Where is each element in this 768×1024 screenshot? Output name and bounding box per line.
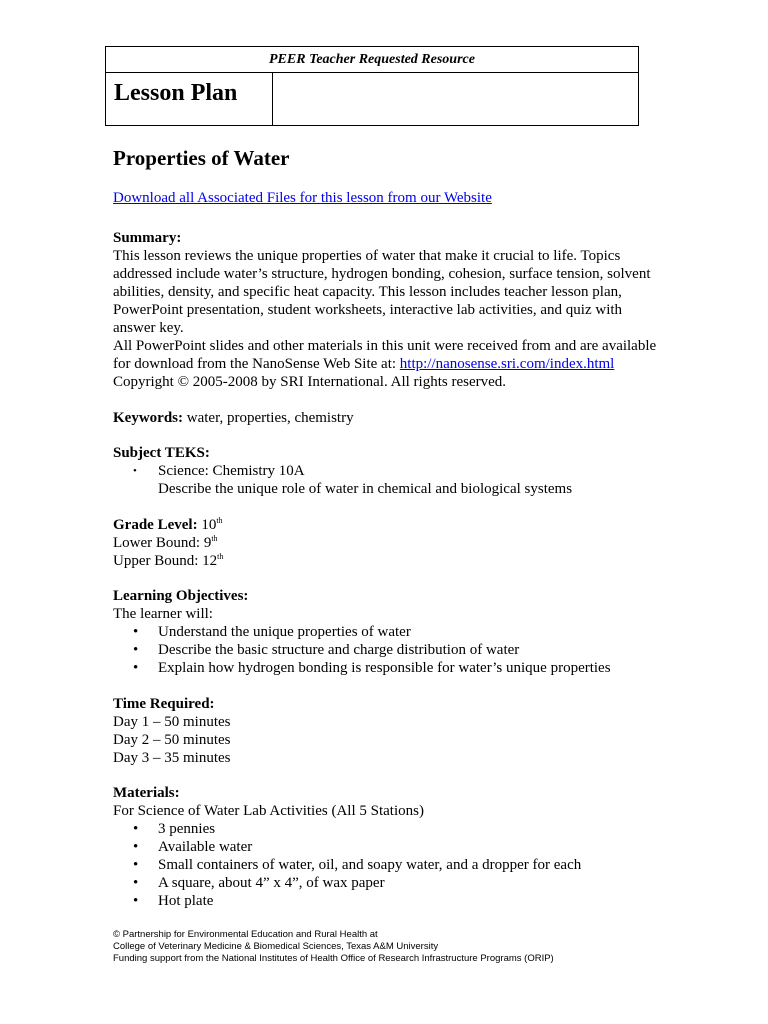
header-left-cell [106,73,273,126]
teks-label: Subject TEKS: [113,445,210,461]
upper-sup: th [217,551,224,561]
keywords-label: Keywords: [113,409,183,426]
copyright-text: Copyright © 2005-2008 by SRI International. All rights reserved. [113,374,507,390]
page-title: Properties of Water [113,146,290,170]
grade-sup: th [216,515,223,525]
objectives-list [113,623,663,677]
resource-label: PEER Teacher Requested Resource [106,47,638,73]
materials-intro: For Science of Water Lab Activities (All 5 Stations) [113,803,424,819]
list-item [113,820,663,838]
footer-line: Funding support from the National Institutes of Health Office of Research Infrastructure Programs (ORIP) [113,953,554,964]
bullet-icon: • [133,893,139,909]
material-text: Small containers of water, oil, and soapy water, and a dropper for each [158,857,582,873]
footer-line: © Partnership for Environmental Education and Rural Health at [113,929,378,940]
material-text: Hot plate [158,893,214,909]
list-item [113,856,663,874]
page-footer [113,929,554,965]
list-item [113,641,663,659]
material-text: A square, about 4” x 4”, of wax paper [158,875,385,891]
header-row [106,73,638,126]
footer-line: College of Veterinary Medicine & Biomedical Sciences, Texas A&M University [113,941,439,952]
header-table [105,46,639,126]
day-line: Day 3 – 35 minutes [113,749,231,766]
upper-bound: Upper Bound: 12 [113,552,218,569]
grade-label: Grade Level: [113,516,198,533]
keywords-text: water, properties, chemistry [183,409,354,426]
bullet-icon: • [133,642,139,658]
lower-bound: Lower Bound: 9 [113,534,212,551]
summary-source [113,337,663,391]
teks-list [113,462,663,480]
summary-text: This lesson reviews the unique properties of water that make it crucial to life. Topics addressed include water’s structure, hydrogen bonding, cohesion, surface tension, solvent abilities, density, and specific heat capacity. This lesson includes teacher lesson plan, PowerPoint presentation, student worksheets, interactive lab activities, and quiz with answer key. [113,248,651,336]
bullet-icon: • [133,857,139,873]
list-item [113,623,663,641]
objectives-intro: The learner will: [113,606,213,622]
material-text: Available water [158,839,253,855]
lesson-content [113,229,663,910]
teks-description: Describe the unique role of water in chemical and biological systems [158,481,573,497]
day-line: Day 1 – 50 minutes [113,713,231,730]
lower-bound-line [113,534,663,552]
bullet-icon: • [133,465,137,477]
list-item [113,892,663,910]
bullet-icon: • [133,660,139,676]
material-text: 3 pennies [158,821,216,837]
materials-label: Materials: [113,785,180,801]
grade-level-line [113,516,663,534]
download-files-link[interactable]: Download all Associated Files for this lesson from our Website [113,190,492,206]
summary-label: Summary: [113,230,182,246]
keywords-line [113,409,663,427]
doc-type-title: Lesson Plan [114,80,238,106]
day-line: Day 2 – 50 minutes [113,731,231,748]
time-label: Time Required: [113,695,215,712]
list-item [113,838,663,856]
materials-list [113,820,663,910]
grade-value: 10 [197,516,217,533]
nanosense-link[interactable]: http://nanosense.sri.com/index.html [399,356,615,372]
upper-bound-line [113,552,663,570]
bullet-icon: • [133,821,139,837]
bullet-icon: • [133,624,139,640]
objectives-label: Learning Objectives: [113,588,249,604]
lower-sup: th [211,533,218,543]
objective-text: Describe the basic structure and charge distribution of water [158,642,520,658]
list-item [113,462,663,480]
objective-text: Understand the unique properties of water [158,624,411,640]
bullet-icon: • [133,875,139,891]
source-text: All PowerPoint slides and other materials in this unit were received from and are available for download from the NanoSense Web Site at: [113,338,657,372]
list-item [113,874,663,892]
list-item [113,659,663,677]
bullet-icon: • [133,839,139,855]
teks-item: Science: Chemistry 10A [158,463,305,479]
objective-text: Explain how hydrogen bonding is responsible for water’s unique properties [158,660,611,676]
